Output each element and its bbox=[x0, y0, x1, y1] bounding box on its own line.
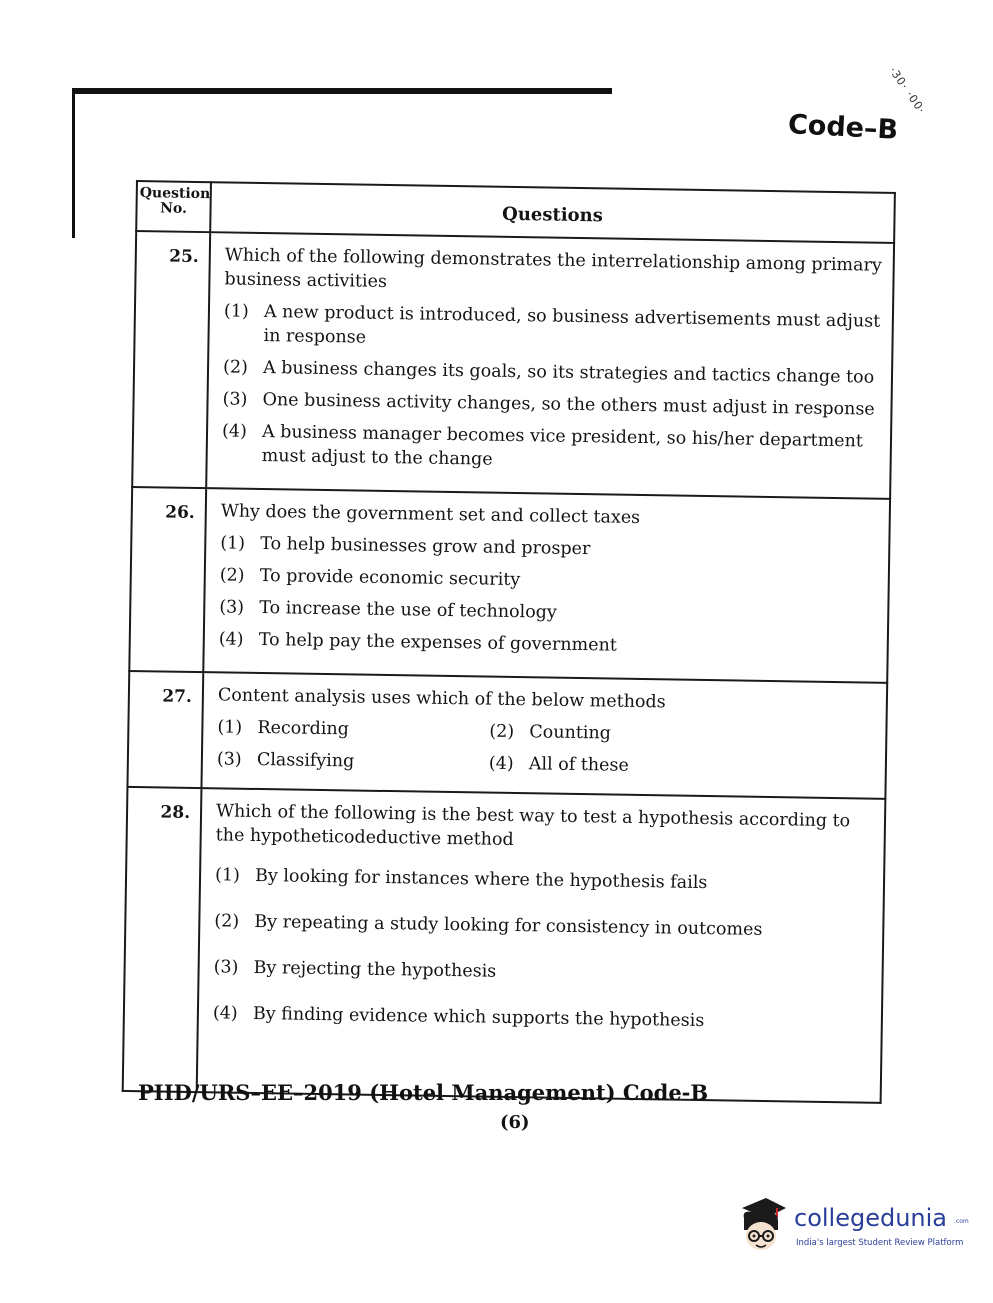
option-number: (2) bbox=[222, 357, 249, 378]
question-table bbox=[122, 180, 896, 1104]
question-number: 25. bbox=[132, 231, 210, 488]
corner-marks: ·30· ·00· bbox=[886, 64, 929, 117]
question-text: Which of the following is the best way to test a hypothesis according to the hypotheticodeductive method bbox=[215, 801, 851, 851]
brand-suffix: .com bbox=[954, 1218, 969, 1225]
option-number: (2) bbox=[489, 721, 515, 743]
option-text: All of these bbox=[528, 754, 629, 776]
option bbox=[223, 355, 887, 389]
option-number: (3) bbox=[213, 957, 239, 978]
option bbox=[219, 595, 883, 629]
option-number: (3) bbox=[222, 389, 248, 410]
option bbox=[219, 627, 883, 661]
option-number: (1) bbox=[217, 717, 243, 738]
option-number: (4) bbox=[218, 629, 244, 650]
question-cell bbox=[201, 672, 887, 799]
option-number: (3) bbox=[219, 597, 245, 618]
option-number: (2) bbox=[214, 911, 240, 932]
footer-exam-title: PHD/URS–EE–2019 (Hotel Management) Code-B bbox=[138, 1080, 709, 1105]
mascot-icon bbox=[736, 1196, 788, 1258]
option-text: By looking for instances where the hypothesis fails bbox=[254, 865, 708, 894]
question-row bbox=[132, 231, 894, 499]
option-number: (1) bbox=[223, 301, 249, 322]
option bbox=[489, 752, 881, 782]
questions-header: Questions bbox=[210, 182, 895, 243]
option bbox=[213, 955, 877, 989]
option bbox=[215, 863, 879, 897]
option-text: By rejecting the hypothesis bbox=[253, 957, 497, 982]
option-text: By finding evidence which supports the hypothesis bbox=[252, 1003, 705, 1032]
option-text: To increase the use of technology bbox=[259, 597, 558, 623]
option bbox=[217, 747, 489, 775]
question-row bbox=[129, 487, 890, 683]
option-text: A business changes its goals, so its strategies and tactics change too bbox=[262, 358, 875, 388]
option-text: Counting bbox=[529, 722, 612, 744]
option-text: To help pay the expenses of government bbox=[258, 629, 617, 656]
option-number: (4) bbox=[212, 1003, 238, 1024]
option bbox=[217, 715, 489, 743]
left-rule bbox=[72, 88, 75, 238]
option-text: By repeating a study looking for consistency in outcomes bbox=[254, 911, 763, 940]
option-number: (1) bbox=[214, 865, 241, 886]
option-text: A new product is introduced, so business advertisements must adjust in response bbox=[263, 302, 881, 348]
option bbox=[214, 909, 878, 943]
question-row bbox=[127, 671, 887, 799]
question-text: Why does the government set and collect taxes bbox=[220, 501, 641, 528]
paper-code: Code–B bbox=[787, 109, 899, 146]
brand-tagline: India's largest Student Review Platform bbox=[796, 1238, 964, 1248]
option bbox=[220, 531, 884, 565]
option bbox=[223, 299, 888, 357]
option-text: Recording bbox=[257, 717, 350, 740]
question-number: 28. bbox=[123, 787, 202, 1092]
option-text: A business manager becomes vice president, so his/her department must adjust to the change bbox=[261, 422, 864, 470]
option bbox=[222, 387, 886, 421]
question-text: Content analysis uses which of the below methods bbox=[217, 685, 666, 713]
brand-name: collegedunia bbox=[794, 1204, 948, 1232]
option-text: One business activity changes, so the others must adjust in response bbox=[262, 390, 875, 420]
option bbox=[213, 1001, 877, 1035]
brand-logo bbox=[736, 1196, 969, 1266]
option bbox=[220, 563, 884, 597]
option bbox=[489, 720, 881, 750]
top-rule bbox=[72, 88, 612, 94]
question-row bbox=[123, 787, 886, 1103]
question-sheet bbox=[122, 180, 896, 1104]
option-number: (2) bbox=[219, 565, 245, 586]
option-grid bbox=[217, 715, 882, 781]
option-number: (1) bbox=[220, 533, 246, 554]
page-number: (6) bbox=[500, 1112, 530, 1133]
question-number: 26. bbox=[129, 487, 206, 672]
question-cell bbox=[203, 488, 890, 683]
question-cell bbox=[206, 232, 894, 499]
option-text: To provide economic security bbox=[259, 565, 521, 591]
option-text: To help businesses grow and prosper bbox=[260, 533, 591, 560]
option bbox=[221, 419, 886, 477]
option-number: (4) bbox=[488, 753, 514, 775]
question-text: Which of the following demonstrates the interrelationship among primary business activities bbox=[224, 245, 882, 292]
question-number: 27. bbox=[127, 671, 203, 788]
option-number: (3) bbox=[216, 749, 242, 770]
question-cell bbox=[197, 788, 886, 1103]
option-number: (4) bbox=[221, 421, 248, 442]
question-no-header: Question No. bbox=[136, 181, 211, 232]
option-text: Classifying bbox=[256, 749, 355, 772]
